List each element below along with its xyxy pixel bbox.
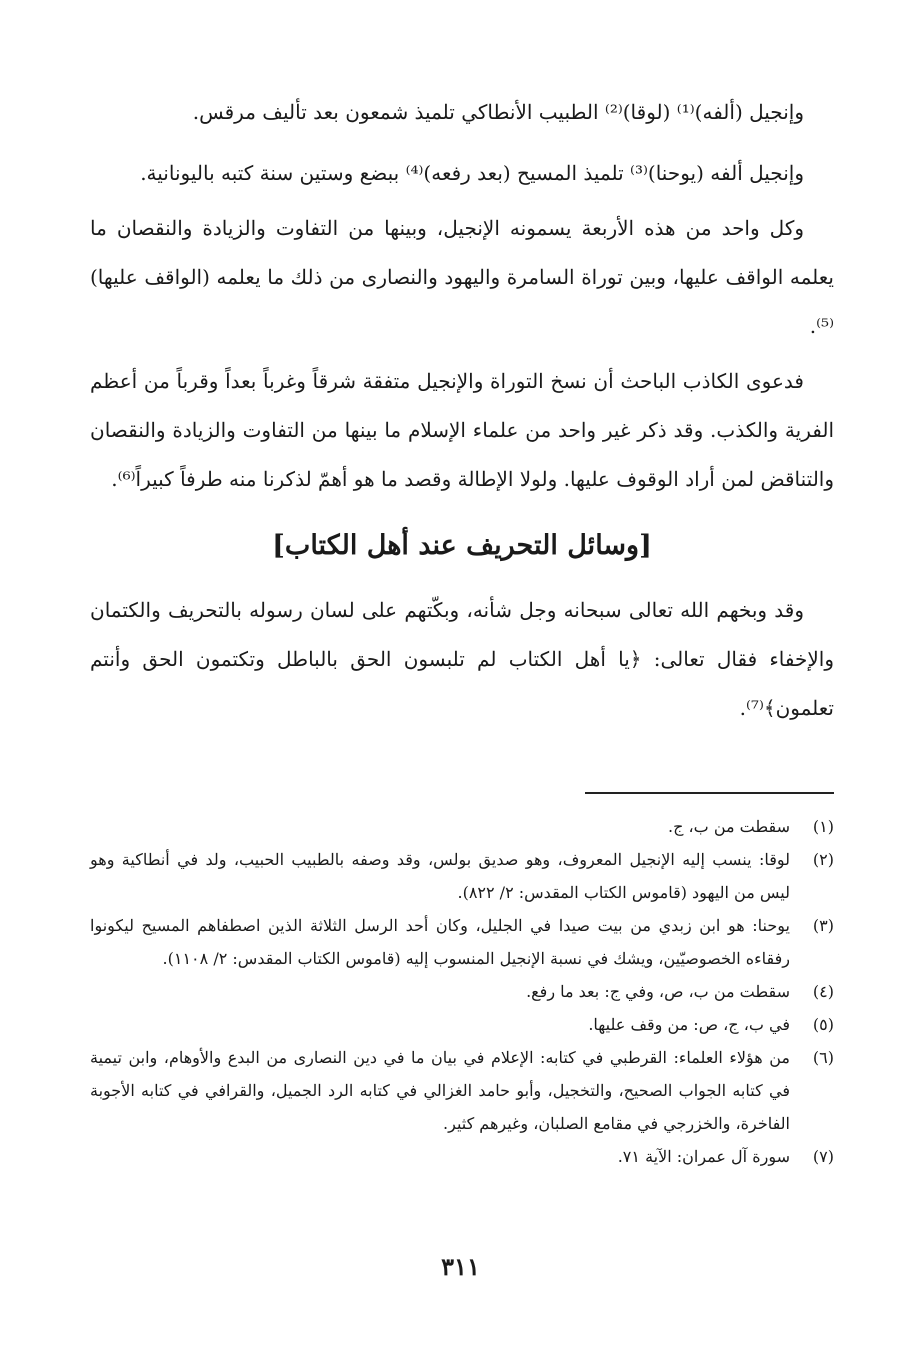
footnote-text: سورة آل عمران: الآية ٧١. (617, 1147, 790, 1166)
footnote (90, 909, 834, 975)
footnote (90, 1008, 834, 1041)
footnote-number: (٤) (812, 982, 834, 1001)
footnote-number: (٣) (812, 916, 834, 935)
paragraph: وقد وبخهم الله تعالى سبحانه وجل شأنه، وبكّتهم على لسان رسوله بالتحريف والكتمان والإخفاء فقال تعالى: ﴿يا أهل الكتاب لم تلبسون الحق بالباطل وتكتمون الحق وأنتم تعلمون﴾⁽⁷⁾. (90, 598, 834, 720)
footnote-text: في ب، ج، ص: من وقف عليها. (588, 1015, 790, 1034)
page-number: ٣١١ (441, 1252, 480, 1281)
section-heading: [وسائل التحريف عند أهل الكتاب] (272, 530, 652, 561)
footnote-number: (٥) (812, 1015, 834, 1034)
footnote-text: يوحنا: هو ابن زبدي من بيت صيدا في الجليل، وكان أحد الرسل الثلاثة الذين اصطفاهم المسيح ليكونوا رفقاءه الخصوصيّين، ويشك في نسبة الإنجيل المنسوب إليه (قاموس الكتاب المقدس: ٢/ ١١٠٨). (90, 916, 790, 968)
main-text (90, 88, 834, 739)
footnote-number: (١) (812, 817, 834, 836)
footnote-number: (٧) (812, 1147, 834, 1166)
footnote-text: لوقا: ينسب إليه الإنجيل المعروف، وهو صديق بولس، وقد وصفه بالطبيب الحبيب، ولد في أنطاكية وهو ليس من اليهود (قاموس الكتاب المقدس: ٢/ ٨٢٢). (90, 850, 791, 902)
footnote (90, 843, 834, 909)
footnote-divider (585, 792, 834, 794)
footnote (90, 1041, 834, 1140)
paragraph: فدعوى الكاذب الباحث أن نسخ التوراة والإنجيل متفقة شرقاً وغرباً بعداً وقرباً من أعظم الفرية والكذب. وقد ذكر غير واحد من علماء الإسلام ما بينها من التفاوت والزيادة والنقصان والتناقض لمن أراد الوقوف عليها. ولولا الإطالة وقصد ما هو أهمّ لذكرنا منه طرفاً كبيراً⁽⁶⁾. (90, 369, 834, 491)
footnote-text: سقطت من ب، ص، وفي ج: بعد ما رفع. (526, 982, 790, 1001)
paragraph: وإنجيل (ألفه)⁽¹⁾ (لوقا)⁽²⁾ الطبيب الأنطاكي تلميذ شمعون بعد تأليف مرقس. (192, 100, 804, 124)
footnote (90, 975, 834, 1008)
footnote-text: سقطت من ب، ج. (668, 817, 790, 836)
paragraph: وكل واحد من هذه الأربعة يسمونه الإنجيل، وبينها من التفاوت والزيادة والنقصان ما يعلمه الواقف عليها، وبين توراة السامرة واليهود والنصارى من ذلك ما يعلمه (الواقف عليها)⁽⁵⁾. (90, 216, 834, 338)
footnote (90, 810, 834, 843)
footnote-text: من هؤلاء العلماء: القرطبي في كتابه: الإعلام في بيان ما في دين النصارى من البدع والأوهام، وابن تيمية في كتابه الجواب الصحيح، والتخجيل، وأبو حامد الغزالي في كتابه الرد الجميل، والقرافي في كتابه الأجوبة الفاخرة، والخزرجي في مقامع الصلبان، وغيرهم كثير. (90, 1048, 791, 1133)
footnote (90, 1140, 834, 1173)
paragraph: وإنجيل ألفه (يوحنا)⁽³⁾ تلميذ المسيح (بعد رفعه)⁽⁴⁾ ببضع وستين سنة كتبه باليونانية. (140, 161, 804, 185)
footnote-number: (٢) (812, 850, 834, 869)
footnote-number: (٦) (812, 1048, 834, 1067)
footnotes (90, 810, 834, 1173)
